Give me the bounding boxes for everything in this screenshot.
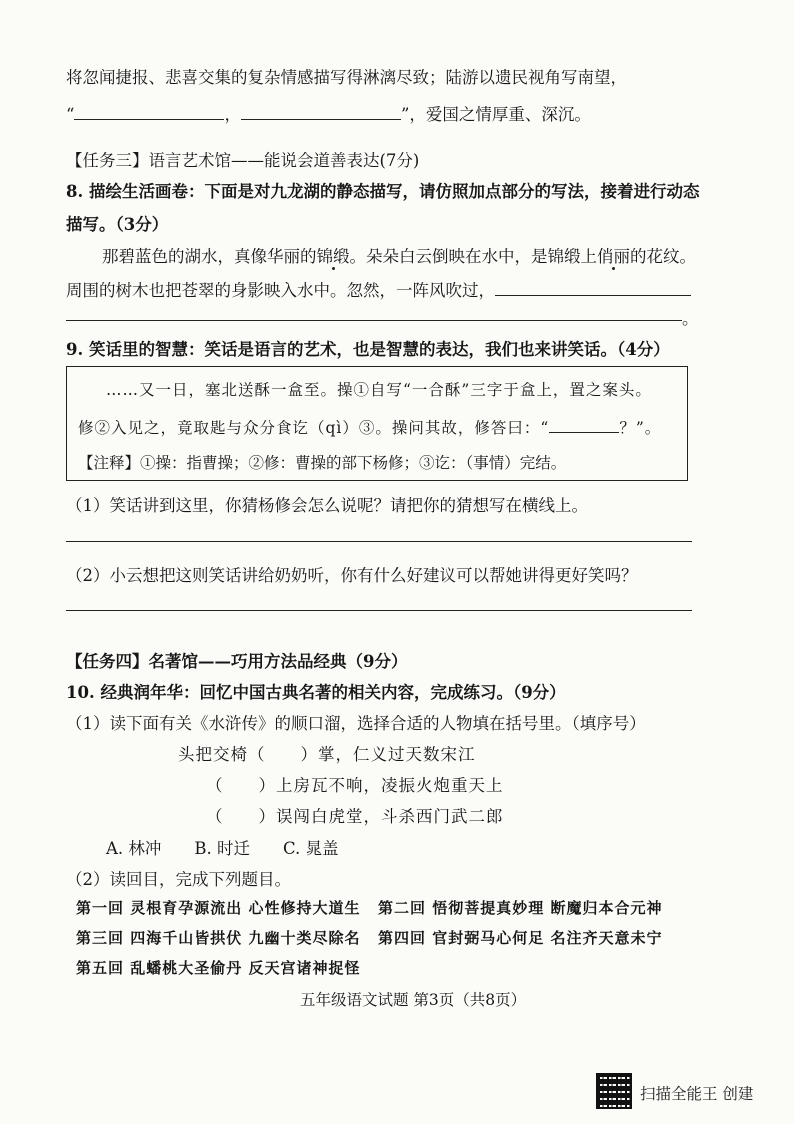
box-text: ？”。 — [619, 419, 662, 437]
note-line: 【注释】①操：指曹操；②修：曹操的部下杨修；③讫：（事情）完结。 — [78, 454, 567, 472]
answer-blank[interactable] — [74, 101, 224, 120]
chapter-title: 第一回 灵根育孕源流出 心性修持大道生 — [76, 899, 361, 917]
section-heading: 【任务三】语言艺术馆——能说会道善表达(7分) — [66, 151, 420, 170]
passage-text: 那碧蓝色的湖水，真像华丽的 — [102, 247, 317, 266]
section-heading: 【任务四】名著馆——巧用方法品经典（9分） — [66, 652, 408, 671]
question-title: 描写。（3分） — [66, 215, 169, 234]
verse-line: （ ）误闯白虎堂，斗杀西门武二郎 — [206, 807, 504, 826]
passage-text: 。 — [679, 247, 696, 266]
answer-line[interactable] — [66, 320, 682, 321]
quote-open: “ — [66, 105, 75, 124]
comma: ， — [224, 105, 241, 124]
qr-code-icon — [596, 1073, 632, 1109]
passage-line — [66, 277, 691, 301]
sub-question: （1）读下面有关《水浒传》的顺口溜，选择合适的人物填在括号里。（填序号） — [66, 714, 646, 733]
passage-text: 。朵朵白云倒映在水中，是 — [349, 247, 548, 266]
text-line — [66, 101, 591, 125]
chapter-title: 第三回 四海千山皆拱伏 九幽十类尽除名 — [76, 929, 361, 947]
answer-line[interactable] — [66, 541, 692, 542]
answer-blank[interactable] — [549, 414, 619, 433]
answer-blank[interactable] — [241, 101, 401, 120]
box-text: 修②入见之，竟取匙与众分食讫（qì）③。操问其故，修答曰：“ — [78, 419, 550, 437]
answer-line[interactable] — [66, 610, 692, 611]
question-title: 9. 笑话里的智慧：笑话是语言的艺术，也是智慧的表达，我们也来讲笑话。（4分） — [66, 340, 670, 359]
box-line: ……又一日，塞北送酥一盒至。操①自写“一合酥”三字于盒上，置之案头。 — [106, 381, 652, 399]
page-footer: 五年级语文试题 第3页（共8页） — [300, 991, 527, 1009]
verse-line: 头把交椅（ ）掌，仁义过天数宋江 — [178, 745, 476, 764]
chapter-title: 第五回 乱蟠桃大圣偷丹 反天宫诸神捉怪 — [76, 959, 361, 977]
scanner-watermark: 扫描全能王 创建 — [640, 1085, 754, 1103]
period: 。 — [682, 309, 699, 328]
quote-close: ”，爱国之情厚重、深沉。 — [400, 105, 591, 124]
chapter-title: 第二回 悟彻菩提真妙理 断魔归本合元神 — [378, 899, 663, 917]
sub-question: （2）读回目，完成下列题目。 — [66, 870, 291, 889]
question-title: 10. 经典润年华：回忆中国古典名著的相关内容，完成练习。（9分） — [66, 683, 566, 702]
answer-blank[interactable] — [495, 277, 691, 296]
verse-line: （ ）上房瓦不响，凌振火炮重天上 — [206, 776, 504, 795]
sub-question: （1）笑话讲到这里，你猜杨修会怎么说呢？请把你的猜想写在横线上。 — [66, 496, 588, 515]
dotted-text: 锦缎 — [316, 247, 350, 266]
passage-line — [102, 243, 696, 267]
dotted-text: 锦缎上俏丽的花纹 — [547, 247, 680, 266]
sub-question: （2）小云想把这则笑话讲给奶奶听，你有什么好建议可以帮她讲得更好笑吗？ — [66, 566, 638, 585]
chapter-title: 第四回 官封弼马心何足 名注齐天意未宁 — [378, 929, 663, 947]
options-line: A. 林冲 B. 时迁 C. 晁盖 — [106, 839, 339, 858]
passage-text: 周围的树木也把苍翠的身影映入水中。忽然，一阵风吹过， — [66, 281, 495, 300]
box-line — [78, 414, 661, 438]
text-line: 将忽闻捷报、悲喜交集的复杂情感描写得淋漓尽致；陆游以遗民视角写南望， — [66, 68, 627, 87]
question-title: 8. 描绘生活画卷：下面是对九龙湖的静态描写，请仿照加点部分的写法，接着进行动态 — [66, 182, 700, 201]
